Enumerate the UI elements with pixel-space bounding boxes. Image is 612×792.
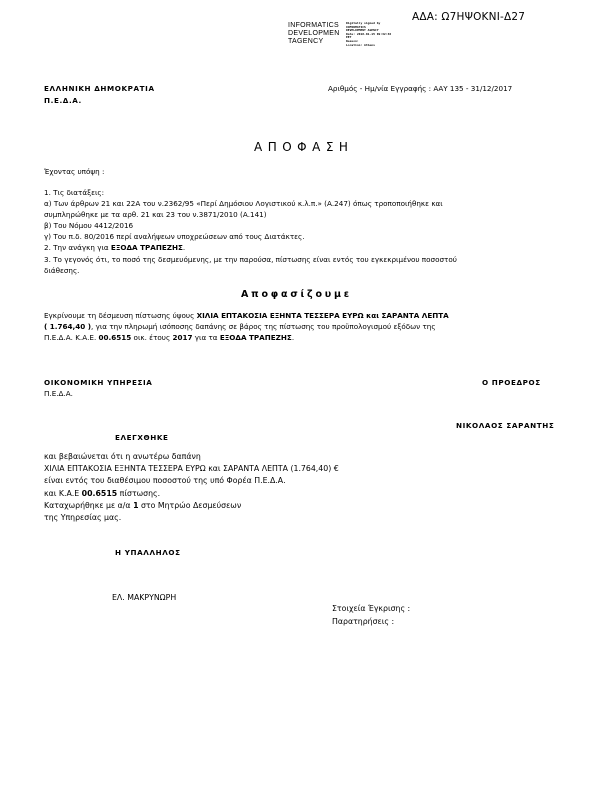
checked-line4-text: πίστωσης.	[117, 489, 161, 498]
approval-notes-label: Παρατηρήσεις :	[332, 617, 395, 626]
registration-label: Αριθμός - Ημ/νία Εγγραφής :	[328, 84, 432, 93]
consideration-1c: γ) Του π.δ. 80/2016 περί αναλήψεων υποχρεώσεων από τους Διατάκτες.	[44, 232, 305, 241]
checked-line5-text: Καταχωρήθηκε με α/α	[44, 501, 134, 510]
president-label: Ο ΠΡΟΕΔΡΟΣ	[482, 378, 541, 387]
checked-line4-text: και Κ.Α.Ε	[44, 489, 82, 498]
decision-line3	[44, 333, 294, 342]
decision-line3-text: οικ. έτους	[131, 333, 173, 342]
consideration-2-period: .	[182, 243, 186, 252]
signature-stamp-meta	[346, 22, 391, 47]
ada-number: ΑΔΑ: Ω7ΗΨΟΚΝΙ-Δ27	[412, 11, 526, 23]
decision-line1-text: Εγκρίνουμε τη δέσμευση πίστωσης ύψους	[44, 311, 197, 320]
decision-year: 2017	[172, 333, 193, 342]
signature-stamp-line3: TAGENCY	[288, 38, 324, 45]
stamp-meta-line: Reason:	[346, 38, 359, 43]
stamp-meta-line: EET	[346, 35, 352, 40]
checked-line3: είναι εντός του διαθέσιμου ποσοστού της υπό Φορέα Π.Ε.Δ.Α.	[44, 476, 286, 485]
decision-kae-code: 00.6515	[98, 333, 132, 342]
intro-text: Έχοντας υπόψη :	[44, 167, 105, 176]
stamp-meta-line: DEVELOPMENT AGENCY	[346, 28, 379, 33]
decision-line2-text: , για την πληρωμή ισόποσης δαπάνης σε βάρος της πίστωσης του προϋπολογισμού εξόδων της	[91, 322, 436, 331]
approval-details-label: Στοιχεία Έγκρισης :	[332, 604, 411, 613]
checked-line5	[44, 501, 241, 510]
decision-line3-text: για τα	[192, 333, 220, 342]
checked-line2: ΧΙΛΙΑ ΕΠΤΑΚΟΣΙΑ ΕΞΗΝΤΑ ΤΕΣΣΕΡΑ ΕΥΡΩ και ΣΑΡΑΝΤΑ ΛΕΠΤΑ (1.764,40) €	[44, 464, 339, 473]
consideration-1a-line2: συμπληρώθηκε με τα αρθ. 21 και 23 του ν.3871/2010 (Α.141)	[44, 210, 267, 219]
financial-service-org: Π.Ε.Δ.Α.	[44, 389, 73, 398]
consideration-2	[44, 243, 185, 252]
consideration-1: 1. Τις διατάξεις:	[44, 188, 105, 197]
employee-name: ΕΛ. ΜΑΚΡΥΝΩΡΗ	[112, 593, 177, 602]
decision-line1	[44, 311, 449, 320]
stamp-meta-line: Date: 2018.01.15 09:32:36	[346, 31, 392, 36]
organization-heading: Π.Ε.Δ.Α.	[44, 96, 82, 105]
decision-heading: Αποφασίζουμε	[241, 289, 352, 300]
checked-line5-text: στο Μητρώο Δεσμεύσεων	[138, 501, 242, 510]
consideration-2-bold: ΕΞΟΔΑ ΤΡΑΠΕΖΗΣ	[110, 243, 183, 252]
decision-amount-words: ΧΙΛΙΑ ΕΠΤΑΚΟΣΙΑ ΕΞΗΝΤΑ ΤΕΣΣΕΡΑ ΕΥΡΩ και ΣΑΡΑΝΤΑ ΛΕΠΤΑ	[196, 311, 449, 320]
checked-line6: της Υπηρεσίας μας.	[44, 513, 122, 522]
checked-line4	[44, 489, 160, 498]
employee-label: Η ΥΠΑΛΛΗΛΟΣ	[115, 548, 181, 557]
checked-line1: και βεβαιώνεται ότι η ανωτέρω δαπάνη	[44, 452, 201, 461]
decision-line2	[44, 322, 436, 331]
checked-kae-code: 00.6515	[81, 489, 118, 498]
signature-stamp-line1: INFORMATICS	[288, 22, 340, 29]
checked-label: ΕΛΕΓΧΘΗΚΕ	[115, 433, 169, 442]
registration-info	[328, 84, 512, 93]
consideration-2-text: 2. Την ανάγκη για	[44, 243, 111, 252]
consideration-3-line2: διάθεσης.	[44, 266, 80, 275]
decision-line3-text: Π.Ε.Δ.Α. Κ.Α.Ε.	[44, 333, 99, 342]
registration-value: ΑΑΥ 135 - 31/12/2017	[433, 84, 513, 93]
consideration-3-line1: 3. Το γεγονός ότι, το ποσό της δεσμευόμενης, με την παρούσα, πίστωσης είναι εντός του εγκεκριμένου ποσοστού	[44, 255, 457, 264]
stamp-meta-line: Location: Athens	[346, 42, 375, 47]
consideration-1b: β) Του Νόμου 4412/2016	[44, 221, 134, 230]
president-name: ΝΙΚΟΛΑΟΣ ΣΑΡΑΝΤΗΣ	[456, 421, 555, 430]
stamp-meta-line: Digitally signed by	[346, 21, 381, 25]
decision-expense-type: ΕΞΟΔΑ ΤΡΑΠΕΖΗΣ	[219, 333, 292, 342]
republic-heading: ΕΛΛΗΝΙΚΗ ΔΗΜΟΚΡΑΤΙΑ	[44, 84, 155, 93]
stamp-meta-line: INFORMATICS	[346, 24, 366, 29]
consideration-1a-line1: α) Των άρθρων 21 και 22Α του ν.2362/95 «Περί Δημόσιου Λογιστικού κ.λ.π.» (Α.247) όπως τροποποιήθηκε και	[44, 199, 443, 208]
decision-line3-period: .	[291, 333, 295, 342]
financial-service-label: ΟΙΚΟΝΟΜΙΚΗ ΥΠΗΡΕΣΙΑ	[44, 378, 153, 387]
decision-amount-number: ( 1.764,40 )	[44, 322, 92, 331]
checked-registry-number: 1	[133, 501, 139, 510]
document-title: ΑΠΟΦΑΣΗ	[254, 140, 354, 154]
signature-stamp-line2: DEVELOPMEN	[288, 30, 340, 37]
